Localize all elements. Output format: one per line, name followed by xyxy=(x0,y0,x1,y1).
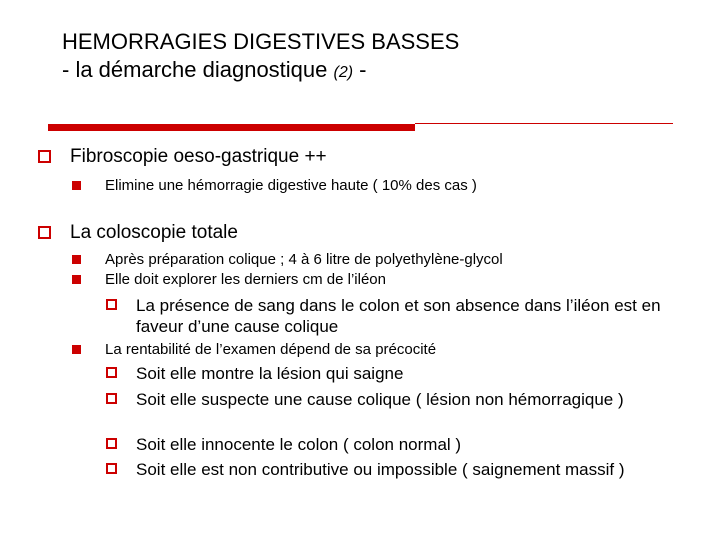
title-line-2-end: - xyxy=(353,57,367,82)
bullet-item xyxy=(72,250,503,269)
sub-bullet-text: Soit elle innocente le colon ( colon normal ) xyxy=(136,435,462,454)
bullet-item xyxy=(72,270,386,289)
title-line-2 xyxy=(62,56,459,87)
sub-bullet-item xyxy=(106,434,461,455)
bullet-text: Elimine une hémorragie digestive haute ( 10% des cas ) xyxy=(105,177,477,194)
bullet-text: Après préparation colique ; 4 à 6 litre de polyethylène-glycol xyxy=(105,251,503,268)
title-line-1: HEMORRAGIES DIGESTIVES BASSES xyxy=(62,29,460,54)
hollow-square-bullet-icon xyxy=(38,150,51,163)
sub-bullet-text: La présence de sang dans le colon et son absence dans l’iléon est en faveur d’une cause colique xyxy=(136,296,661,336)
hollow-square-bullet-icon xyxy=(106,299,117,310)
sub-bullet-item xyxy=(106,459,681,480)
bullet-text: La rentabilité de l’examen dépend de sa précocité xyxy=(105,341,437,358)
title-divider-thin xyxy=(415,123,673,124)
sub-bullet-text: Soit elle est non contributive ou impossible ( saignement massif ) xyxy=(136,460,625,479)
filled-square-bullet-icon xyxy=(72,181,81,190)
hollow-square-bullet-icon xyxy=(106,463,117,474)
bullet-item xyxy=(72,176,477,195)
sub-bullet-text: Soit elle suspecte une cause colique ( lésion non hémorragique ) xyxy=(136,390,624,409)
section-heading-coloscopie xyxy=(38,222,238,244)
filled-square-bullet-icon xyxy=(72,345,81,354)
section-heading-fibroscopie xyxy=(38,146,327,168)
hollow-square-bullet-icon xyxy=(106,393,117,404)
hollow-square-bullet-icon xyxy=(106,367,117,378)
sub-bullet-item xyxy=(106,363,403,384)
bullet-text: Elle doit explorer les derniers cm de l’iléon xyxy=(105,271,386,288)
title-line-2-main: - la démarche diagnostique xyxy=(62,57,334,82)
filled-square-bullet-icon xyxy=(72,275,81,284)
section-heading-text: La coloscopie totale xyxy=(70,222,238,243)
hollow-square-bullet-icon xyxy=(38,226,51,239)
sub-bullet-item xyxy=(106,389,626,410)
bullet-item xyxy=(72,340,436,359)
title-line-2-number: (2) xyxy=(333,64,354,81)
sub-bullet-item xyxy=(106,295,681,337)
hollow-square-bullet-icon xyxy=(106,438,117,449)
section-heading-text: Fibroscopie oeso-gastrique ++ xyxy=(70,146,327,167)
title-divider-thick xyxy=(48,124,415,131)
filled-square-bullet-icon xyxy=(72,255,81,264)
sub-bullet-text: Soit elle montre la lésion qui saigne xyxy=(136,364,404,383)
slide-title xyxy=(62,28,459,87)
